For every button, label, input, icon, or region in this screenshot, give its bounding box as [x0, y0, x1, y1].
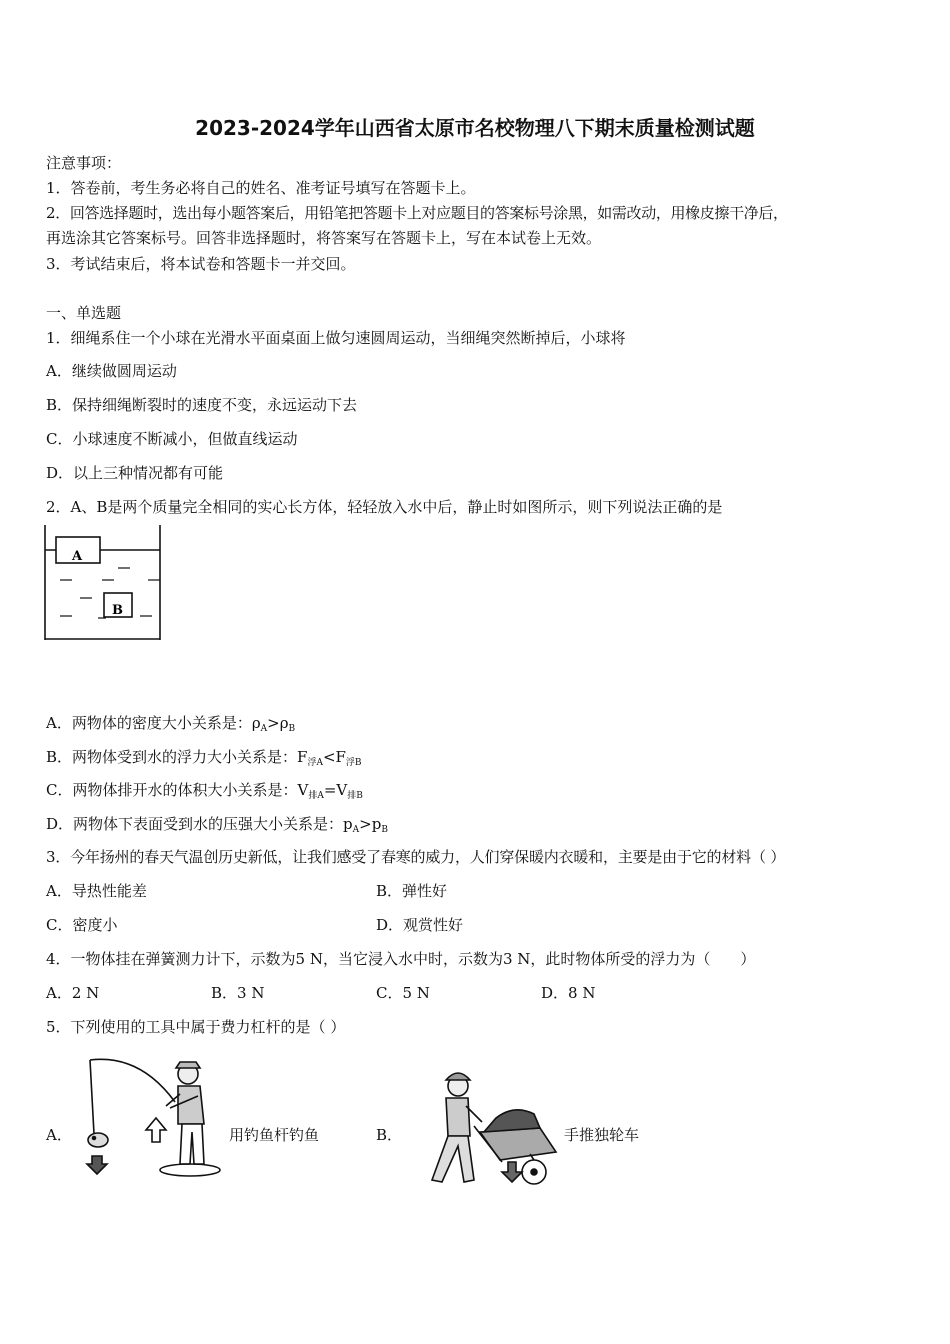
q4-option-c: C．5 N: [376, 984, 430, 1002]
section-heading: 一、单选题: [46, 304, 122, 322]
notice-heading: 注意事项：: [46, 154, 122, 172]
q5-option-b-label: B．: [376, 1126, 403, 1144]
q2-option-b: B．两物体受到水的浮力大小关系是：$F_{浮A}<F_{浮B}$: [46, 748, 362, 768]
q3-option-b: B．弹性好: [376, 882, 448, 900]
q2-water-container-figure: [40, 522, 170, 644]
notice-item-2: 2．回答选择题时，选出每小题答案后，用铅笔把答题卡上对应题目的答案标号涂黑，如需改动，用橡皮擦干净后，: [46, 204, 788, 222]
q5-option-a-caption: 用钓鱼杆钓鱼: [229, 1126, 320, 1144]
q4-stem: 4．一物体挂在弹簧测力计下，示数为5 N，当它浸入水中时，示数为3 N，此时物体所受的浮力为（ ）: [46, 950, 756, 968]
q4-option-a: A．2 N: [46, 984, 100, 1002]
block-a-label: A: [72, 549, 83, 564]
q4-option-b: B．3 N: [211, 984, 265, 1002]
notice-item-3: 3．考试结束后，将本试卷和答题卡一并交回。: [46, 255, 356, 273]
q3-option-c: C．密度小: [46, 916, 118, 934]
q5-option-a-label: A．: [46, 1126, 72, 1144]
q1-option-c: C．小球速度不断减小，但做直线运动: [46, 430, 298, 448]
q2-option-a: A．两物体的密度大小关系是：$\rho_A>\rho_B$: [46, 714, 296, 734]
q1-option-b: B．保持细绳断裂时的速度不变，永远运动下去: [46, 396, 358, 414]
block-b-label: B: [112, 603, 123, 618]
q2-stem: 2．A、B是两个质量完全相同的实心长方体，轻轻放入水中后，静止时如图所示，则下列说法正确的是: [46, 498, 723, 516]
page-title: 2023-2024学年山西省太原市名校物理八下期末质量检测试题: [195, 116, 755, 140]
wheelbarrow-illustration: [410, 1064, 560, 1194]
q5-stem: 5．下列使用的工具中属于费力杠杆的是（ ）: [46, 1018, 346, 1036]
q1-option-a: A．继续做圆周运动: [46, 362, 177, 380]
q5-option-b-caption: 手推独轮车: [564, 1126, 640, 1144]
q3-stem: 3．今年扬州的春天气温创历史新低，让我们感受了春寒的威力，人们穿保暖内衣暖和，主要是由于它的材料（ ）: [46, 848, 786, 866]
q2-option-c: C．两物体排开水的体积大小关系是：$V_{排A}=V_{排B}$: [46, 781, 363, 801]
q4-option-d: D．8 N: [541, 984, 596, 1002]
q3-option-a: A．导热性能差: [46, 882, 147, 900]
q2-option-d: D．两物体下表面受到水的压强大小关系是：$p_A>p_B$: [46, 815, 388, 835]
q3-option-d: D．观赏性好: [376, 916, 464, 934]
q1-stem: 1．细绳系住一个小球在光滑水平面桌面上做匀速圆周运动，当细绳突然断掉后，小球将: [46, 329, 626, 347]
notice-item-2-cont: 再选涂其它答案标号。回答非选择题时，将答案写在答题卡上，写在本试卷上无效。: [46, 229, 602, 247]
fishing-rod-illustration: [80, 1052, 228, 1184]
q1-option-d: D．以上三种情况都有可能: [46, 464, 224, 482]
notice-item-1: 1．答卷前，考生务必将自己的姓名、准考证号填写在答题卡上。: [46, 179, 476, 197]
